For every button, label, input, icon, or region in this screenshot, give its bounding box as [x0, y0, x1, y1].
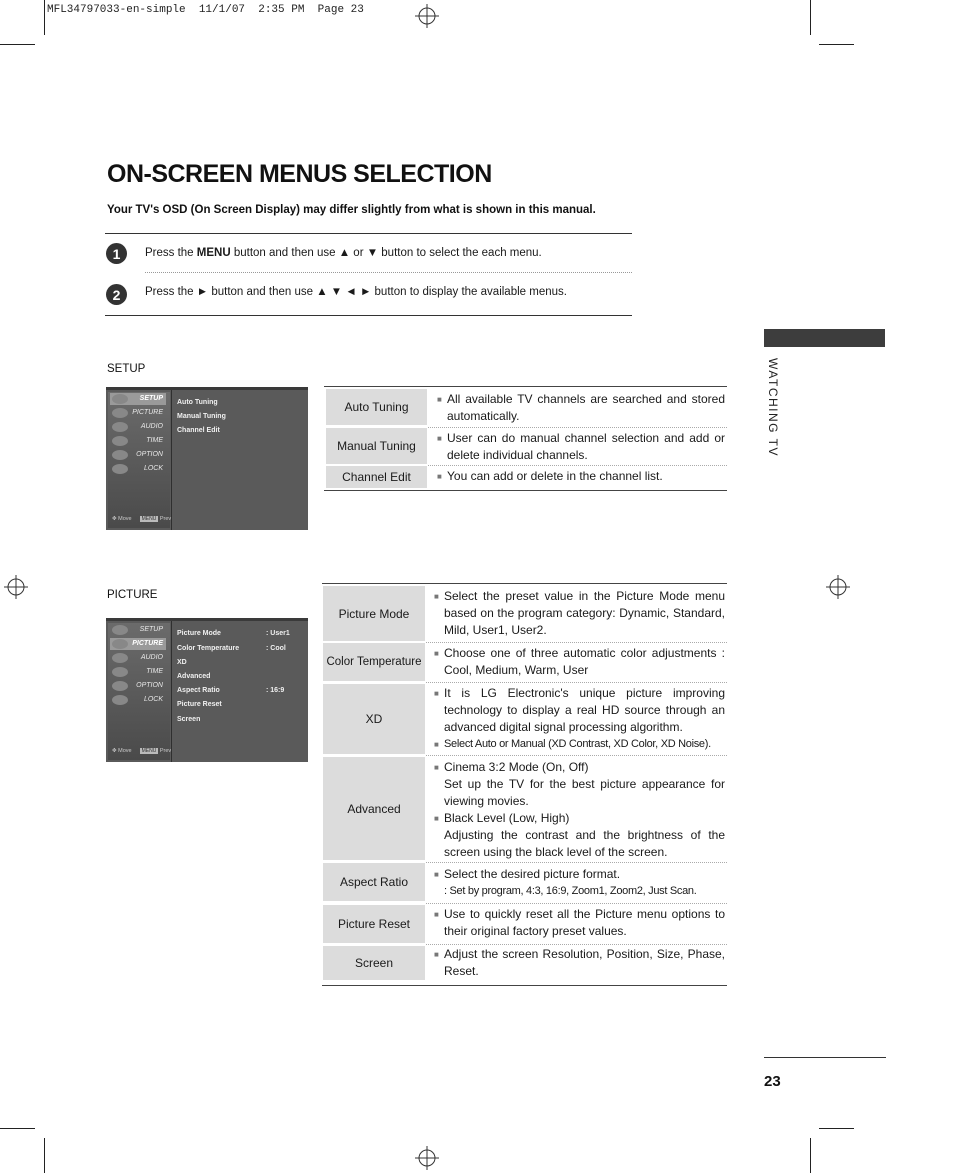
osd-footer-prev: Prev: [159, 748, 172, 754]
divider: [145, 272, 632, 273]
picture-row-desc-text: Use to quickly reset all the Picture menu options to their original factory preset values.: [444, 907, 725, 938]
page-title: ON-SCREEN MENUS SELECTION: [107, 160, 492, 188]
osd-menu-item: Auto Tuning: [177, 399, 218, 406]
picture-row-label: Advanced: [323, 757, 425, 860]
picture-row-desc: ■ Choose one of three automatic color adjustments : Cool, Medium, Warm, User: [434, 646, 725, 677]
osd-menu-item: Picture Reset: [177, 701, 222, 708]
print-header: MFL34797033-en-simple 11/1/07 2:35 PM Page 23: [47, 4, 364, 16]
osd-category: [110, 421, 166, 433]
osd-category-icon: [112, 681, 128, 691]
picture-row-desc-text: Select the preset value in the Picture Mode menu based on the program category: Dynamic, Standard, Mild, User1, User2.: [444, 589, 725, 637]
setup-row-label: Auto Tuning: [326, 389, 427, 425]
page-number: 23: [764, 1073, 781, 1090]
step-text-1-pre: Press the: [145, 247, 197, 259]
osd-divider: [171, 390, 172, 530]
row-divider: [428, 427, 727, 428]
table-rule: [322, 985, 727, 986]
divider: [105, 315, 632, 316]
osd-category-label: PICTURE: [132, 640, 163, 647]
picture-row-desc-text: Select the desired picture format.: [444, 867, 621, 881]
osd-category-icon: [112, 422, 128, 432]
osd-category-label: TIME: [146, 668, 163, 675]
page-subtitle: Your TV's OSD (On Screen Display) may differ slightly from what is shown in this manual.: [107, 204, 596, 216]
row-divider: [426, 755, 727, 756]
row-divider: [426, 903, 727, 904]
osd-category-label: SETUP: [139, 395, 163, 402]
picture-row-desc-text: Choose one of three automatic color adjustments : Cool, Medium, Warm, User: [444, 646, 725, 677]
step-number-2: 2: [106, 284, 127, 305]
osd-footer-prev: Prev: [159, 516, 172, 522]
osd-menu-item: XD: [177, 659, 187, 666]
picture-row-label: XD: [323, 684, 425, 754]
picture-row-desc: ■ Use to quickly reset all the Picture menu options to their original factory preset values.: [434, 907, 725, 938]
row-divider: [426, 642, 727, 643]
row-divider: [426, 682, 727, 683]
osd-footer-move: Move: [118, 748, 132, 754]
osd-picture-screen: [106, 618, 308, 762]
osd-menu-value: : User1: [266, 630, 290, 637]
osd-category-icon: [112, 450, 128, 460]
setup-row-desc: ■ You can add or delete in the channel list.: [437, 469, 663, 483]
crop-mark: [44, 0, 45, 35]
osd-category-icon: [112, 408, 128, 418]
menu-keyword: MENU: [196, 247, 231, 259]
step-text-1-post: button and then use ▲ or ▼ button to select the each menu.: [230, 247, 542, 259]
crop-mark: [0, 1128, 35, 1129]
picture-row-desc-text: Set up the TV for the best picture appearance for viewing movies.: [444, 777, 725, 808]
picture-row-desc-text: Adjusting the contrast and the brightness of the screen using the black level of the screen.: [444, 828, 725, 859]
crop-mark: [810, 1138, 811, 1173]
setup-row-label: Channel Edit: [326, 466, 427, 488]
osd-menu-item: Color Temperature: [177, 645, 240, 652]
step-text-2: Press the ► button and then use ▲ ▼ ◄ ► button to display the available menus.: [145, 286, 567, 298]
side-tab-label: WATCHING TV: [766, 358, 780, 457]
osd-category-icon: [112, 667, 128, 677]
divider: [105, 233, 632, 234]
picture-row-desc-text: Cinema 3:2 Mode (On, Off): [444, 760, 589, 774]
osd-category-icon: [112, 436, 128, 446]
table-rule: [324, 386, 727, 387]
osd-category: [110, 694, 166, 706]
picture-row-desc: ■ Adjust the screen Resolution, Position, Size, Phase, Reset.: [434, 947, 725, 978]
crop-mark: [0, 44, 35, 45]
step-text-1: [145, 247, 542, 259]
osd-menu-value: : Cool: [266, 645, 286, 652]
picture-row-desc-text: : Set by program, 4:3, 16:9, Zoom1, Zoom2, Just Scan.: [444, 885, 697, 897]
osd-category-icon: [112, 639, 128, 649]
table-rule: [324, 490, 727, 491]
osd-category: [110, 666, 166, 678]
side-tab-bar: [764, 329, 885, 347]
osd-menu-item: Aspect Ratio: [177, 687, 220, 694]
crop-mark: [810, 0, 811, 35]
crop-mark: [819, 44, 854, 45]
row-divider: [428, 465, 727, 466]
osd-category-icon: [112, 625, 128, 635]
osd-footer-move: Move: [118, 516, 132, 522]
picture-row-label: Screen: [323, 946, 425, 980]
osd-footer: ✥ Move MENU Prev: [112, 516, 172, 522]
picture-row-desc-text: Adjust the screen Resolution, Position, Size, Phase, Reset.: [444, 947, 725, 978]
registration-mark-icon: [4, 575, 28, 599]
picture-row-desc-text: Black Level (Low, High): [444, 811, 570, 825]
registration-mark-icon: [415, 4, 439, 28]
osd-category: [110, 624, 166, 636]
section-label-setup: SETUP: [107, 363, 146, 375]
osd-footer-key: MENU: [141, 748, 157, 754]
osd-footer: ✥ Move MENU Prev: [112, 748, 172, 754]
registration-mark-icon: [826, 575, 850, 599]
section-label-picture: PICTURE: [107, 589, 158, 601]
osd-category: [110, 435, 166, 447]
osd-category-label: LOCK: [143, 465, 163, 472]
osd-category-icon: [112, 394, 128, 404]
picture-row-label: Picture Mode: [323, 586, 425, 641]
osd-category-icon: [112, 464, 128, 474]
osd-category-label: SETUP: [139, 626, 163, 633]
osd-menu-item: Manual Tuning: [177, 413, 226, 420]
setup-row-desc: ■ User can do manual channel selection and add or delete individual channels.: [437, 431, 725, 462]
table-rule: [322, 583, 727, 584]
osd-category: [110, 407, 166, 419]
picture-row-label: Picture Reset: [323, 905, 425, 943]
osd-menu-item: Screen: [177, 716, 201, 723]
osd-category-icon: [112, 695, 128, 705]
osd-category-label: AUDIO: [140, 654, 163, 661]
osd-menu-item: Picture Mode: [177, 630, 221, 637]
registration-mark-icon: [415, 1146, 439, 1170]
picture-row-desc-text: Select Auto or Manual (XD Contrast, XD Color, XD Noise).: [444, 738, 711, 750]
row-divider: [426, 862, 727, 863]
osd-category: [110, 449, 166, 461]
crop-mark: [819, 1128, 854, 1129]
crop-mark: [44, 1138, 45, 1173]
osd-category-label: TIME: [146, 437, 163, 444]
picture-row-desc: ■ Cinema 3:2 Mode (On, Off) Set up the TV for the best picture appearance for viewing movies. ■ Black Level (Low, High) Adjusting the contrast and the brightness of the screen using the black level of the screen.: [434, 760, 725, 859]
osd-category: [110, 638, 166, 650]
setup-row-label: Manual Tuning: [326, 428, 427, 464]
picture-row-desc-text: It is LG Electronic's unique picture improving technology to display a real HD source through an advanced digital signal processing algorithm.: [444, 686, 725, 734]
osd-category-label: PICTURE: [132, 409, 163, 416]
osd-category: [110, 463, 166, 475]
osd-divider: [171, 621, 172, 762]
osd-menu-item: Advanced: [177, 673, 211, 680]
row-divider: [426, 944, 727, 945]
osd-category: [110, 652, 166, 664]
osd-category-label: OPTION: [136, 682, 163, 689]
picture-row-label: Color Temperature: [323, 643, 425, 681]
picture-row-desc: ■ Select the preset value in the Picture Mode menu based on the program category: Dynamic, Standard, Mild, User1, User2.: [434, 589, 725, 637]
footer-rule: [764, 1057, 886, 1058]
osd-setup-screen: [106, 387, 308, 530]
osd-footer-key: MENU: [141, 516, 157, 522]
osd-menu-value: : 16:9: [266, 687, 285, 694]
setup-row-desc-text: All available TV channels are searched and stored automatically.: [447, 392, 725, 423]
osd-category-icon: [112, 653, 128, 663]
step-number-1: 1: [106, 243, 127, 264]
osd-category-label: OPTION: [136, 451, 163, 458]
osd-category: [110, 393, 166, 405]
picture-row-desc: ■ Select the desired picture format. : Set by program, 4:3, 16:9, Zoom1, Zoom2, Just Scan.: [434, 867, 697, 897]
osd-category: [110, 680, 166, 692]
picture-row-label: Aspect Ratio: [323, 863, 425, 901]
setup-row-desc: ■ All available TV channels are searched and stored automatically.: [437, 392, 725, 423]
osd-category-label: AUDIO: [140, 423, 163, 430]
picture-row-desc: ■ It is LG Electronic's unique picture improving technology to display a real HD source through an advanced digital signal processing algorithm. ■ Select Auto or Manual (XD Contrast, XD Color, XD Noise).: [434, 686, 725, 750]
osd-menu-item: Channel Edit: [177, 427, 220, 434]
setup-row-desc-text: You can add or delete in the channel list.: [447, 469, 663, 483]
osd-category-label: LOCK: [143, 696, 163, 703]
setup-row-desc-text: User can do manual channel selection and add or delete individual channels.: [447, 431, 725, 462]
